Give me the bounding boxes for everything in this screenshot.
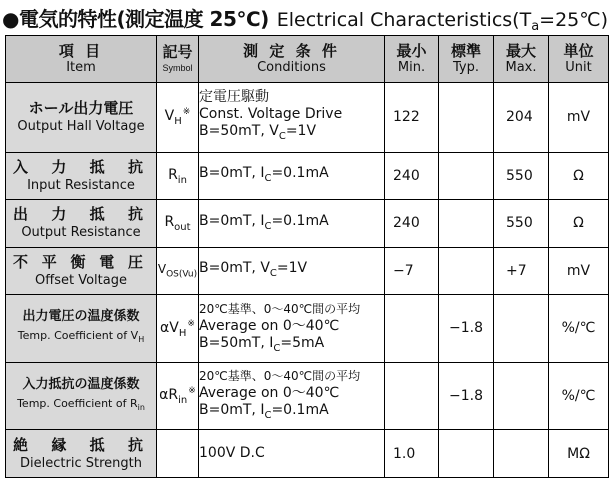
symbol-cell: $R_{in}$ [157,152,199,199]
table-row-offset-voltage [6,247,609,294]
conditions-cell: B=0mT, $V_C=1V$ [199,247,385,294]
min-cell: −7 [385,247,439,294]
min-cell: 240 [385,152,439,199]
conditions-cell: B=0mT, $I_C=0.1mA$ [199,200,385,247]
header-min: 最小 Min. [385,36,439,83]
min-cell: 240 [385,200,439,247]
header-conditions: 測 定 条 件 Conditions [199,36,385,83]
max-cell [494,362,549,430]
header-max: 最大 Max. [494,36,549,83]
max-cell: 204 [494,83,549,153]
unit-cell: Ω [549,152,609,199]
max-cell [494,430,549,478]
conditions-cell: 20℃基準、0〜40℃間の平均 Average on 0〜40℃ B=0mT, $I_C=0.1mA$ [199,362,385,430]
typ-cell [439,152,494,199]
characteristics-table [5,35,609,478]
table-row-input-resistance [6,152,609,199]
conditions-cell: 100V D.C [199,430,385,478]
page-title [2,3,609,34]
typ-cell: −1.8 [439,295,494,363]
item-cell: 絶縁抵抗 Dielectric Strength [6,430,157,478]
symbol-cell: $\alpha V_H^※$ [157,295,199,363]
symbol-cell: $R_{out}$ [157,200,199,247]
item-cell: 不平衡電圧 Offset Voltage [6,247,157,294]
symbol-cell [157,430,199,478]
typ-cell [439,83,494,153]
max-cell: 550 [494,152,549,199]
symbol-cell: $\alpha R_{in}^※$ [157,362,199,430]
item-cell: ホール出力電圧 Output Hall Voltage [6,83,157,153]
header-item: 項 目 Item [6,36,157,83]
max-cell [494,295,549,363]
item-cell: 入力抵抗の温度係数 Temp. Coefficient of $R_{in}$ [6,362,157,430]
table-row-output-hall-voltage [6,83,609,153]
conditions-cell: B=0mT, $I_C=0.1mA$ [199,152,385,199]
table-row-temp-coefficient-vh [6,295,609,363]
unit-cell: Ω [549,200,609,247]
unit-cell: %/℃ [549,362,609,430]
header-unit: 単位 Unit [549,36,609,83]
unit-cell: MΩ [549,430,609,478]
typ-cell [439,430,494,478]
typ-cell [439,247,494,294]
item-cell: 入力抵抗 Input Resistance [6,152,157,199]
unit-cell: mV [549,83,609,153]
min-cell [385,295,439,363]
min-cell [385,362,439,430]
table-row-temp-coefficient-rin [6,362,609,430]
min-cell: 1.0 [385,430,439,478]
max-cell: 550 [494,200,549,247]
unit-cell: mV [549,247,609,294]
unit-cell: %/℃ [549,295,609,363]
header-row [6,36,609,83]
conditions-cell: 20℃基準、0〜40℃間の平均 Average on 0〜40℃ B=50mT, $I_C=5mA$ [199,295,385,363]
min-cell: 122 [385,83,439,153]
symbol-cell: $V_{OS(Vu)}$ [157,247,199,294]
header-symbol: 記号 Symbol [157,36,199,83]
item-cell: 出力抵抗 Output Resistance [6,200,157,247]
conditions-cell: 定電圧駆動 Const. Voltage Drive B=50mT, $V_C=1V$ [199,83,385,153]
symbol-cell: $V_H^※$ [157,83,199,153]
table-row-output-resistance [6,200,609,247]
typ-cell [439,200,494,247]
table-row-dielectric-strength [6,430,609,478]
max-cell: +7 [494,247,549,294]
header-typ: 標準 Typ. [439,36,494,83]
title-jp: ●電気的特性(測定温度 25℃) [2,7,269,31]
title-en: Electrical $Characteristics(T_a=25℃)$ [276,9,609,34]
typ-cell: −1.8 [439,362,494,430]
item-cell: 出力電圧の温度係数 Temp. Coefficient of $V_H$ [6,295,157,363]
